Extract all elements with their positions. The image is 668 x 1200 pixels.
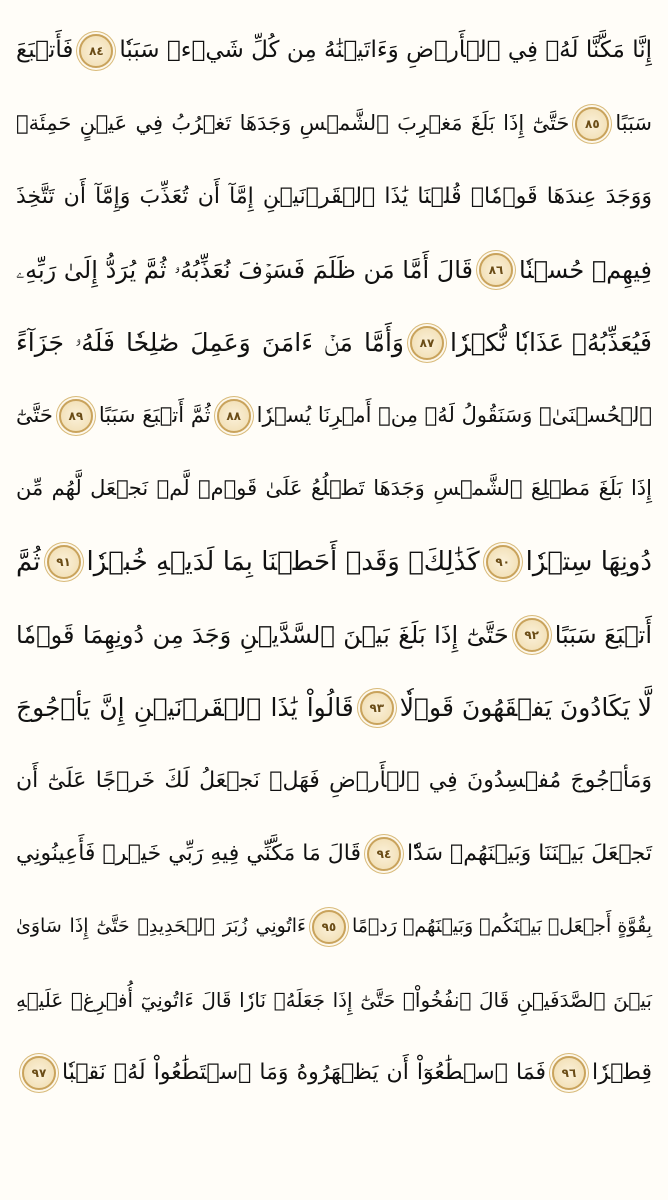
ayah-number-marker: ٩٠ — [486, 545, 520, 579]
line-text: إِذَا بَلَغَ مَطۡلِعَ ٱلشَّمۡسِ وَجَدَهَا تَطۡلُعُ عَلَىٰ قَوۡمٖ لَّمۡ نَجۡعَل لَّهُم مِّن — [16, 476, 652, 500]
line-text: فَأَتۡبَعَ — [16, 37, 74, 63]
verse-line-14 — [16, 963, 652, 1036]
line-text: كَذَٰلِكَۖ وَقَدۡ أَحَطۡنَا بِمَا لَدَيۡهِ خُبۡرٗا — [86, 546, 480, 577]
ayah-number-marker: ٩٥ — [312, 910, 346, 944]
verse-line-5 — [16, 306, 652, 379]
line-text: حَتَّىٰٓ إِذَا بَلَغَ بَيۡنَ ٱلسَّدَّيۡنِ وَجَدَ مِن دُونِهِمَا قَوۡمٗا — [16, 620, 509, 649]
verse-line-13 — [16, 890, 652, 963]
verse-lines — [16, 14, 652, 1109]
line-text: ءَاتُونِي زُبَرَ ٱلۡحَدِيدِۖ حَتَّىٰٓ إِذَا سَاوَىٰ — [16, 915, 306, 937]
verse-line-9 — [16, 598, 652, 671]
verse-line-1 — [16, 14, 652, 87]
line-text: وَوَجَدَ عِندَهَا قَوۡمٗاۖ قُلۡنَا يَٰذَا ٱلۡقَرۡنَيۡنِ إِمَّآ أَن تُعَذِّبَ وَإِمَّآ أَن تَتَّخِذَ — [16, 183, 652, 209]
verse-line-10 — [16, 671, 652, 744]
ayah-number-marker: ٨٩ — [59, 399, 93, 433]
line-text: فِيهِمۡ حُسۡنٗا — [519, 255, 652, 284]
line-text: فَيُعَذِّبُهُۥ عَذَابٗا نُّكۡرٗا — [449, 328, 652, 357]
ayah-number-marker: ٨٦ — [479, 253, 513, 287]
line-text: ثُمَّ — [16, 546, 41, 577]
line-text: وَمَأۡجُوجَ مُفۡسِدُونَ فِي ٱلۡأَرۡضِ فَهَلۡ نَجۡعَلُ لَكَ خَرۡجًا عَلَىٰٓ أَن — [16, 767, 652, 793]
line-text: وَأَمَّا مَنۡ ءَامَنَ وَعَمِلَ صَٰلِحٗا فَلَهُۥ جَزَآءً — [16, 328, 404, 357]
ayah-number-marker: ٩٢ — [515, 618, 549, 652]
line-text: ثُمَّ أَتۡبَعَ سَبَبًا — [98, 403, 211, 427]
verse-line-3 — [16, 160, 652, 233]
verse-line-6 — [16, 379, 652, 452]
line-text: حَتَّىٰٓ إِذَا بَلَغَ مَغۡرِبَ ٱلشَّمۡسِ وَجَدَهَا تَغۡرُبُ فِي عَيۡنٍ حَمِئَةٖ — [16, 111, 570, 135]
ayah-number-marker: ٩٧ — [22, 1056, 56, 1090]
line-text: ٱلۡحُسۡنَىٰۖ وَسَنَقُولُ لَهُۥ مِنۡ أَمۡرِنَا يُسۡرٗا — [256, 403, 652, 427]
line-text: قَالُواْ يَٰذَا ٱلۡقَرۡنَيۡنِ إِنَّ يَأۡجُوجَ — [16, 693, 354, 722]
verse-line-7 — [16, 452, 652, 525]
line-text: تَجۡعَلَ بَيۡنَنَا وَبَيۡنَهُمۡ سَدّٗا — [406, 840, 652, 866]
ayah-number-marker: ٩٤ — [367, 837, 401, 871]
line-text: بَيۡنَ ٱلصَّدَفَيۡنِ قَالَ ٱنفُخُواْۖ حَتَّىٰٓ إِذَا جَعَلَهُۥ نَارٗا قَالَ ءَاتُونِيٓ أُفۡرِغۡ عَلَيۡهِ — [16, 987, 652, 1012]
verse-line-12 — [16, 817, 652, 890]
line-text: دُونِهَا سِتۡرٗا — [525, 546, 652, 577]
ayah-number-marker: ٨٨ — [217, 399, 251, 433]
line-text: فَمَا ٱسۡطَٰعُوٓاْ أَن يَظۡهَرُوهُ وَمَا ٱسۡتَطَٰعُواْ لَهُۥ نَقۡبٗا — [62, 1059, 546, 1085]
line-text: قِطۡرٗا — [591, 1059, 652, 1085]
ayah-number-marker: ٨٥ — [575, 107, 609, 141]
line-text: سَبَبًا — [615, 111, 652, 135]
ayah-number-marker: ٩٦ — [552, 1056, 586, 1090]
ayah-number-marker: ٩١ — [47, 545, 81, 579]
ayah-number-marker: ٩٣ — [360, 691, 394, 725]
line-text: أَتۡبَعَ سَبَبًا — [554, 620, 652, 649]
verse-line-8 — [16, 525, 652, 598]
verse-line-4 — [16, 233, 652, 306]
line-text: قَالَ أَمَّا مَن ظَلَمَ فَسَوۡفَ نُعَذِّبُهُۥ ثُمَّ يُرَدُّ إِلَىٰ رَبِّهِۦ — [16, 255, 474, 284]
line-text: قَالَ مَا مَكَّنِّي فِيهِ رَبِّي خَيۡرٞ فَأَعِينُونِي — [16, 840, 361, 866]
line-text: حَتَّىٰٓ — [16, 403, 53, 427]
ayah-number-marker: ٨٧ — [410, 326, 444, 360]
line-text: إِنَّا مَكَّنَّا لَهُۥ فِي ٱلۡأَرۡضِ وَءَاتَيۡنَٰهُ مِن كُلِّ شَيۡءٖ سَبَبٗا — [119, 37, 652, 63]
line-text: لَّا يَكَادُونَ يَفۡقَهُونَ قَوۡلٗا — [399, 693, 652, 722]
ayah-number-marker: ٨٤ — [79, 34, 113, 68]
verse-line-11 — [16, 744, 652, 817]
verse-line-2 — [16, 87, 652, 160]
verse-line-15 — [16, 1036, 652, 1109]
line-text: بِقُوَّةٍ أَجۡعَلۡ بَيۡنَكُمۡ وَبَيۡنَهُمۡ رَدۡمًا — [351, 915, 652, 937]
